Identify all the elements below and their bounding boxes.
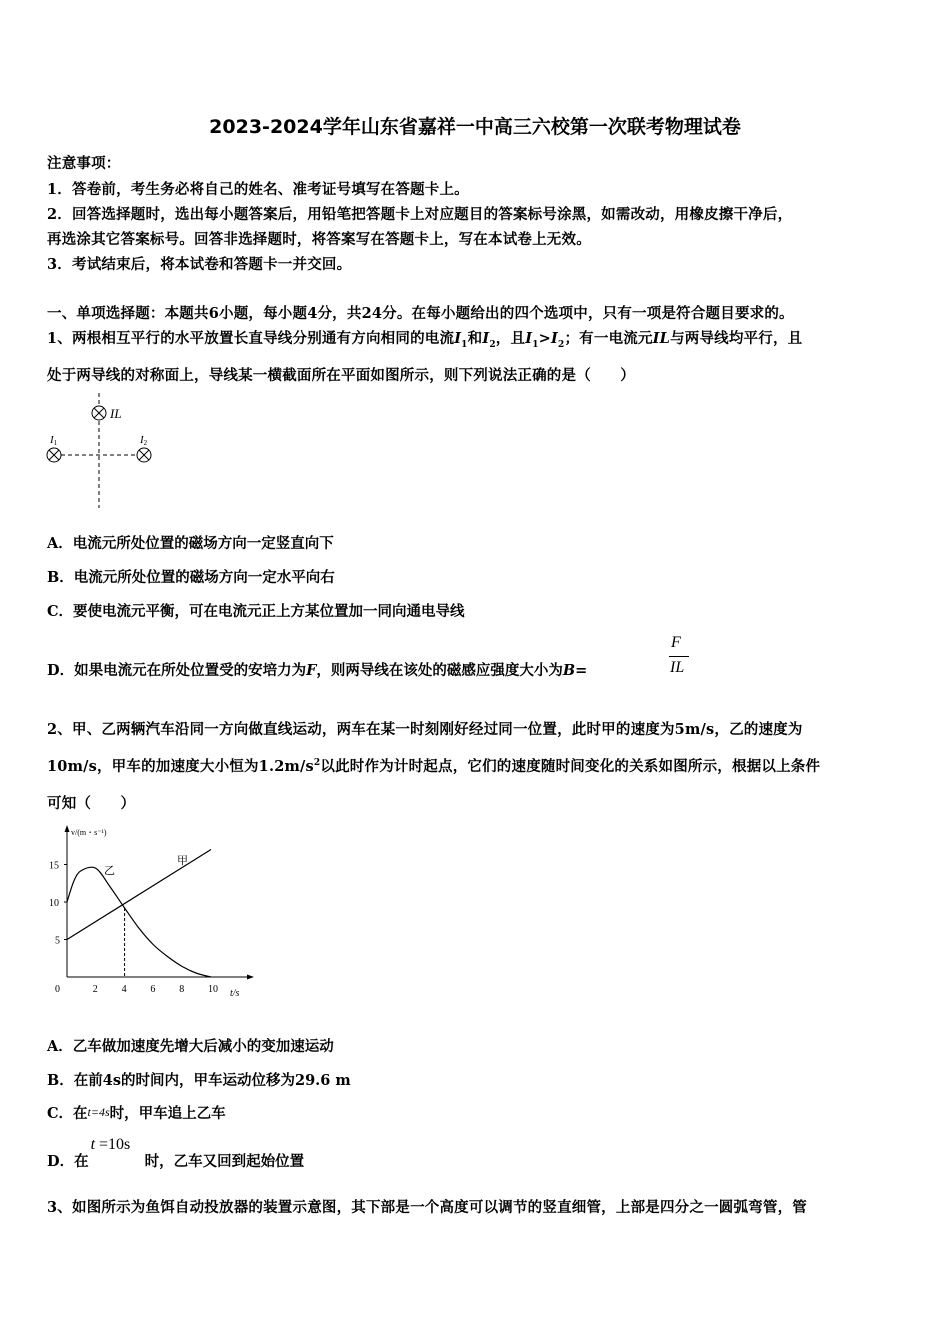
q1-option-c[interactable]: C．要使电流元平衡，可在电流元正上方某位置加一同向通电导线 bbox=[47, 603, 465, 620]
q2-option-b[interactable]: B．在前4s的时间内，甲车运动位移为29.6 m bbox=[47, 1072, 351, 1089]
q1-subscript: 2 bbox=[489, 339, 496, 350]
q1-option-d[interactable] bbox=[47, 659, 587, 680]
series-label-jia: 甲 bbox=[177, 855, 188, 867]
y-axis-label: v/(m・s⁻¹) bbox=[71, 828, 107, 837]
q1-current-symbol: I bbox=[454, 330, 462, 347]
notice-item: 3．考试结束后，将本试卷和答题卡一并交回。 bbox=[47, 256, 352, 273]
q1-subscript: 1 bbox=[532, 339, 539, 350]
velocity-time-chart bbox=[40, 822, 260, 1002]
q2-option-a[interactable]: A．乙车做加速度先增大后减小的变加速运动 bbox=[47, 1038, 334, 1055]
q1-current-symbol: I bbox=[525, 330, 533, 347]
q2-option-d-text: D．在 bbox=[47, 1153, 89, 1170]
y-tick-label: 5 bbox=[55, 935, 60, 947]
question-1-line2: 处于两导线的对称面上，导线某一横截面所在平面如图所示，则下列说法正确的是（ ） bbox=[47, 367, 635, 384]
x-axis-arrow bbox=[247, 975, 254, 980]
q2-text: 10m/s，甲车的加速度大小恒为1.2m/s bbox=[47, 758, 314, 775]
notice-item: 1．答卷前，考生务必将自己的姓名、准考证号填写在答题卡上。 bbox=[47, 181, 469, 198]
q1-current-symbol: I bbox=[551, 330, 558, 347]
q1-option-b[interactable]: B．电流元所处位置的磁场方向一定水平向右 bbox=[47, 569, 335, 586]
x-tick-label: 8 bbox=[179, 984, 185, 995]
question-2-line1: 2、甲、乙两辆汽车沿同一方向做直线运动，两车在某一时刻刚好经过同一位置，此时甲的速度为5m/s，乙的速度为 bbox=[47, 721, 803, 738]
q1-subscript: 1 bbox=[461, 339, 468, 350]
question-1-line bbox=[47, 327, 802, 350]
q2-superscript: 2 bbox=[313, 758, 321, 769]
current-element-into-page-icon bbox=[92, 406, 106, 420]
q1-text: 与两导线均平行，且 bbox=[670, 330, 803, 347]
q1-option-a[interactable]: A．电流元所处位置的磁场方向一定竖直向下 bbox=[47, 535, 334, 552]
fraction-bar bbox=[669, 656, 689, 657]
question-2-line3: 可知（ ） bbox=[47, 795, 136, 812]
section-heading: 一、单项选择题：本题共6小题，每小题4分，共24分。在每小题给出的四个选项中，只有一项是符合题目要求的。 bbox=[47, 305, 794, 322]
q1-text: > bbox=[538, 330, 552, 347]
q1-current-element-symbol: IL bbox=[652, 330, 671, 347]
y-tick-label: 15 bbox=[49, 860, 59, 872]
force-symbol: F bbox=[306, 662, 317, 679]
time-value: =10s bbox=[95, 1136, 131, 1153]
question-3-line1: 3、如图所示为鱼饵自动投放器的装置示意图，其下部是一个高度可以调节的竖直细管，上部是四分之一圆弧弯管，管 bbox=[47, 1199, 807, 1216]
question-2-line2 bbox=[47, 755, 820, 776]
q2-text: 以此时作为计时起点，它们的速度随时间变化的关系如图所示，根据以上条件 bbox=[320, 758, 821, 775]
notice-item: 再选涂其它答案标号。回答非选择题时，将答案写在答题卡上，写在本试卷上无效。 bbox=[47, 231, 591, 248]
fraction-numerator: F bbox=[671, 634, 681, 651]
q1-option-d-text: ，则两导线在该处的磁感应强度大小为 bbox=[316, 662, 563, 679]
y-axis-arrow bbox=[65, 825, 70, 832]
notice-heading: 注意事项： bbox=[47, 155, 121, 172]
x-axis-label: t/s bbox=[230, 988, 240, 999]
q2-option-c-text: 时，甲车追上乙车 bbox=[109, 1105, 226, 1122]
q2-option-c[interactable] bbox=[47, 1102, 226, 1123]
series-line-jia bbox=[67, 850, 211, 940]
x-tick-label: 6 bbox=[150, 984, 156, 995]
q1-current-symbol: I bbox=[482, 330, 490, 347]
x-tick-label: 0 bbox=[55, 984, 60, 995]
q2-option-d[interactable] bbox=[47, 1136, 305, 1171]
x-tick-label: 2 bbox=[92, 984, 98, 995]
wire-2-into-page-icon bbox=[137, 448, 151, 462]
time-expression: t=4s bbox=[87, 1105, 110, 1119]
label-IL: IL bbox=[110, 406, 122, 421]
q2-option-d-text: 时，乙车又回到起始位置 bbox=[144, 1153, 305, 1170]
series-line-yi bbox=[67, 867, 211, 977]
time-symbol: t bbox=[90, 1136, 96, 1153]
q1-text: 和 bbox=[467, 330, 483, 347]
x-tick-label: 10 bbox=[208, 984, 218, 995]
notice-item: 2．回答选择题时，选出每小题答案后，用铅笔把答题卡上对应题目的答案标号涂黑，如需改动，用橡皮擦干净后， bbox=[47, 206, 793, 223]
page-title: 2023-2024学年山东省嘉祥一中高三六校第一次联考物理试卷 bbox=[209, 116, 741, 138]
label-I2: I2 bbox=[140, 434, 148, 447]
field-symbol: B bbox=[562, 662, 576, 679]
q1-text: ；有一电流元 bbox=[564, 330, 653, 347]
q1-option-d-text: D．如果电流元在所处位置受的安培力为 bbox=[47, 662, 307, 679]
q2-option-c-text: C．在 bbox=[47, 1105, 88, 1122]
wire-1-into-page-icon bbox=[47, 448, 61, 462]
q1-text: 1、两根相互平行的水平放置长直导线分别通有方向相同的电流 bbox=[47, 330, 455, 347]
equals-sign: = bbox=[575, 662, 588, 679]
q1-text: ，且 bbox=[495, 330, 526, 347]
label-I1: I1 bbox=[50, 434, 58, 447]
wire-cross-section-figure bbox=[40, 393, 170, 513]
q1-subscript: 2 bbox=[558, 339, 565, 350]
y-tick-label: 10 bbox=[49, 898, 59, 909]
fraction-denominator: IL bbox=[670, 659, 685, 676]
series-label-yi: 乙 bbox=[104, 865, 115, 877]
x-tick-label: 4 bbox=[121, 984, 127, 995]
